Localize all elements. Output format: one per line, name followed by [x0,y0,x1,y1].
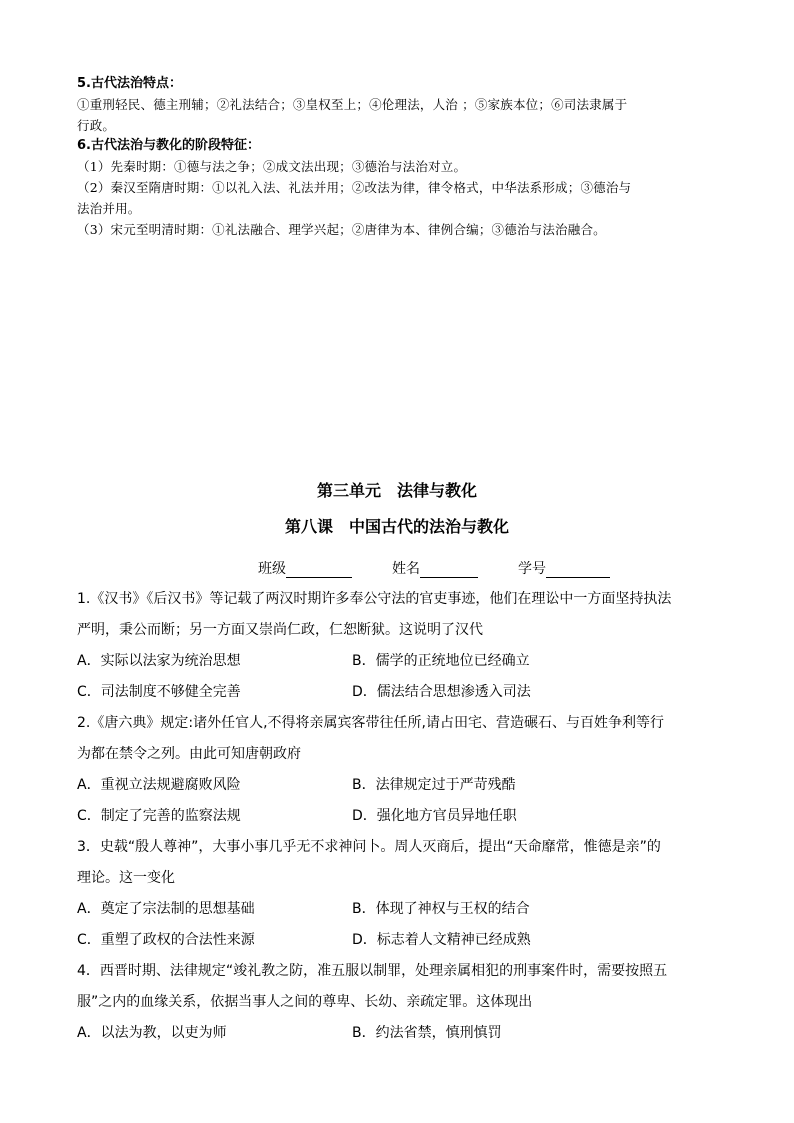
question-2 [77,708,727,832]
section-6-line: （2）秦汉至隋唐时期：①以礼入法、礼法并用；②改法为律，律令格式，中华法系形成；③德治与 [77,180,632,195]
option-d[interactable]: D．强化地方官员异地任职 [352,808,517,824]
option-row [77,925,727,956]
id-field[interactable] [518,560,610,578]
section-6-line: （1）先秦时期：①德与法之争；②成文法出现；③德治与法治对立。 [77,159,467,174]
question-list [77,584,727,1049]
summary-section [77,74,727,240]
class-label: 班级 [258,561,286,577]
title-block [0,480,794,538]
section-6-line: （3）宋元至明清时期：①礼法融合、理学兴起；②唐律为本、律例合编；③德治与法治融合。 [77,222,606,237]
question-3 [77,832,727,956]
name-field[interactable] [392,560,478,578]
name-blank[interactable] [420,563,478,578]
question-4 [77,956,727,1049]
student-info-row [258,560,610,578]
option-a[interactable]: A．以法为教，以吏为师 [77,1025,227,1041]
option-c[interactable]: C．制定了完善的监察法规 [77,808,241,824]
option-a[interactable]: A．奠定了宗法制的思想基础 [77,901,255,917]
section-5-line: 行政。 [77,118,116,133]
option-d[interactable]: D．标志着人文精神已经成熟 [352,932,531,948]
option-d[interactable]: D．儒法结合思想渗透入司法 [352,684,531,700]
option-a[interactable]: A．实际以法家为统治思想 [77,653,241,669]
section-6-title: 6.古代法治与教化的阶段特征： [77,138,260,153]
section-5-title: 5.古代法治特点： [77,76,182,91]
question-stem: 严明，秉公而断；另一方面又崇尚仁政，仁恕断狱。这说明了汉代 [77,622,483,638]
option-row [77,1018,727,1049]
class-blank[interactable] [286,563,352,578]
question-stem: 服”之内的血缘关系，依据当事人之间的尊卑、长幼、亲疏定罪。这体现出 [77,994,533,1010]
question-1 [77,584,727,708]
question-stem: 2.《唐六典》规定:诸外任官人,不得将亲属宾客带往任所,请占田宅、营造碾石、与百姓争利等行 [77,715,664,731]
question-stem: 4．西晋时期、法律规定“竣礼教之防，准五服以制罪，处理亲属相犯的刑事案件时，需要按照五 [77,963,668,979]
id-label: 学号 [518,561,546,577]
question-stem: 1.《汉书》《后汉书》等记载了两汉时期许多奉公守法的官吏事迹，他们在理讼中一方面坚持执法 [77,591,672,607]
section-6-line: 法治并用。 [77,201,141,216]
option-row [77,646,727,677]
class-field[interactable] [258,560,352,578]
option-a[interactable]: A．重视立法规避腐败风险 [77,777,241,793]
unit-title: 第三单元 法律与教化 [316,481,477,500]
option-row [77,801,727,832]
option-b[interactable]: B．约法省禁，慎刑慎罚 [352,1025,502,1041]
option-b[interactable]: B．儒学的正统地位已经确立 [352,653,530,669]
question-stem: 理论。这一变化 [77,870,175,886]
option-b[interactable]: B．法律规定过于严苛残酷 [352,777,516,793]
option-row [77,770,727,801]
question-stem: 3．史载“殷人尊神”，大事小事几乎无不求神问卜。周人灭商后，提出“天命靡常，惟德是亲”的 [77,839,661,855]
option-row [77,894,727,925]
section-5-line: ①重刑轻民、德主刑辅；②礼法结合；③皇权至上；④伦理法，人治 ；⑤家族本位；⑥司法隶属于 [77,97,628,112]
option-b[interactable]: B．体现了神权与王权的结合 [352,901,530,917]
option-c[interactable]: C．重塑了政权的合法性来源 [77,932,255,948]
name-label: 姓名 [392,561,420,577]
option-row [77,677,727,708]
lesson-title: 第八课 中国古代的法治与教化 [284,517,509,536]
question-stem: 为都在禁令之列。由此可知唐朝政府 [77,746,301,762]
option-c[interactable]: C．司法制度不够健全完善 [77,684,241,700]
id-blank[interactable] [546,563,610,578]
